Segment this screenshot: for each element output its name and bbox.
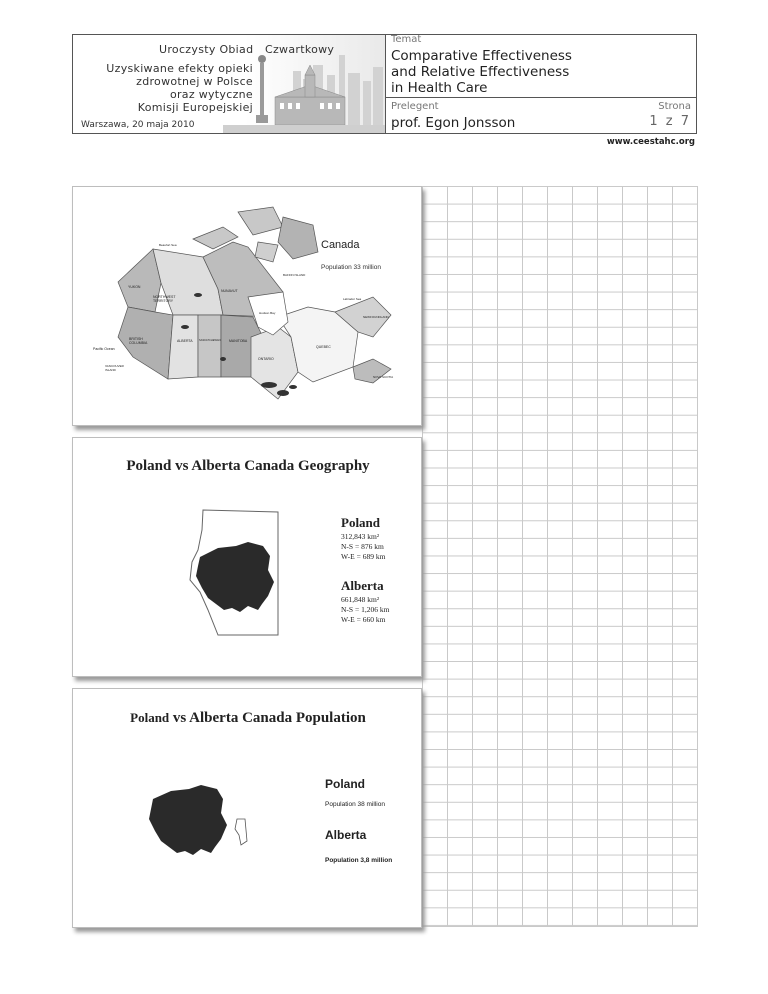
water-label: Labrador Sea — [343, 297, 362, 301]
website-link[interactable]: www.ceestahc.org — [606, 137, 695, 147]
poland-stats — [341, 532, 385, 562]
region-label: NUNAVUT — [221, 289, 238, 293]
alberta-we: W-E = 660 km — [341, 615, 386, 624]
region-label: NEWFOUNDLAND — [363, 315, 389, 319]
page-header — [72, 34, 697, 134]
alberta-population: Population 3,8 million — [325, 857, 393, 864]
region-label: BRITISH COLUMBIA — [129, 337, 148, 345]
topic-line: and Relative Effectiveness — [391, 64, 570, 80]
ocean-label: Pacific Ocean — [93, 347, 115, 351]
page-label: Strona — [658, 101, 691, 112]
title-rest: vs Alberta Canada Population — [169, 710, 366, 726]
region-label: ALBERTA — [177, 339, 193, 343]
poland-area: 312,843 km² — [341, 532, 380, 541]
header-info — [386, 35, 696, 133]
water-label: Hudson Bay — [259, 311, 276, 315]
poland-we: W-E = 689 km — [341, 552, 386, 561]
topic-text — [391, 48, 572, 96]
presenter-label: Prelegent — [391, 101, 439, 112]
alberta-label: Alberta — [341, 578, 384, 593]
poland-alberta-silhouettes-icon — [145, 783, 257, 863]
event-title-b: Czwartkowy — [265, 43, 335, 56]
subtitle-line: oraz wytyczne — [169, 88, 253, 101]
slide-title: Canada — [321, 239, 360, 251]
region-label: SASKATCHEWAN — [199, 339, 221, 342]
alberta-ns: N-S = 1,206 km — [341, 605, 390, 614]
topic-line: in Health Care — [391, 80, 488, 96]
region-label: NOVA SCOTIA — [373, 375, 394, 379]
slide-title — [73, 709, 422, 727]
island-label: VANCOUVER ISLAND — [105, 364, 124, 372]
poland-label: Poland — [341, 515, 381, 530]
water-label: Beaufort Sea — [159, 243, 177, 247]
presenter-name: prof. Egon Jonsson — [391, 115, 516, 131]
place-date: Warszawa, 20 maja 2010 — [81, 120, 195, 130]
alberta-stats — [341, 595, 389, 625]
region-label: ONTARIO — [258, 357, 274, 361]
event-title-a: Uroczysty Obiad — [159, 43, 254, 56]
region-label: NORTHWEST TERRITORY — [153, 295, 176, 303]
slide-geography — [72, 437, 422, 677]
slide-canada — [72, 186, 422, 426]
topic-label: Temat — [391, 34, 422, 45]
subtitle-line: zdrowotnej w Polsce — [136, 75, 253, 88]
poland-population: Population 38 million — [325, 801, 385, 808]
alberta-label: Alberta — [325, 828, 367, 842]
poland-label: Poland — [325, 777, 366, 791]
topic-line: Comparative Effectiveness — [391, 48, 572, 64]
region-label: YUKON — [128, 285, 141, 289]
canada-map-icon — [73, 187, 422, 426]
region-label: MANITOBA — [229, 339, 248, 343]
notes-grid — [422, 186, 698, 927]
island-label: BAFFIN ISLAND — [283, 273, 306, 277]
poland-alberta-overlay-icon — [178, 500, 298, 640]
subtitle-line: Uzyskiwane efekty opieki — [106, 62, 253, 75]
title-poland: Poland — [130, 710, 170, 725]
slide-title: Poland vs Alberta Canada Geography — [126, 458, 370, 474]
event-banner — [73, 35, 386, 133]
event-subtitle — [106, 62, 253, 114]
poland-ns: N-S = 876 km — [341, 542, 384, 551]
alberta-area: 661,848 km² — [341, 595, 380, 604]
page-number: 1 z 7 — [649, 114, 691, 129]
slide-population — [72, 688, 422, 928]
region-label: QUEBEC — [316, 345, 331, 349]
subtitle-line: Komisji Europejskiej — [137, 101, 253, 114]
population-text: Population 33 million — [321, 264, 381, 271]
